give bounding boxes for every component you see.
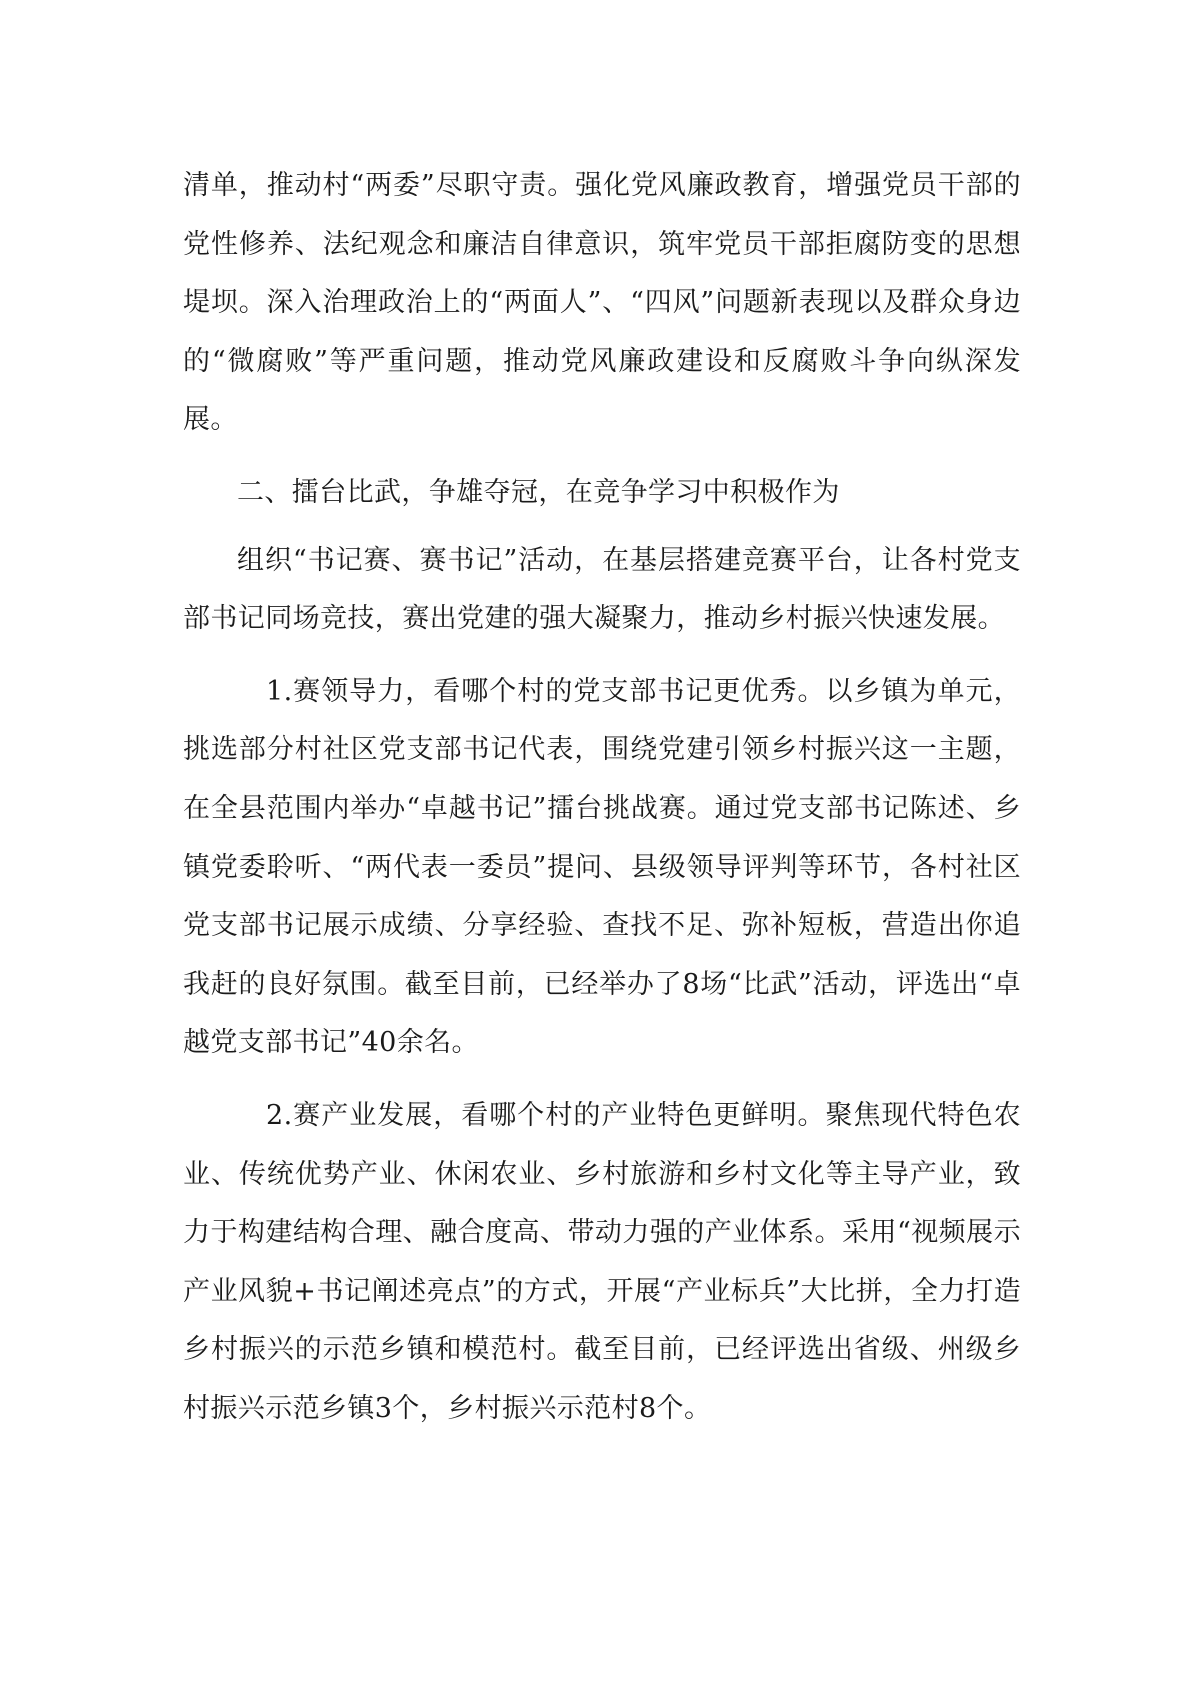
paragraph-continuation: 清单，推动村“两委”尽职守责。强化党风廉政教育，增强党员干部的党性修养、法纪观念和廉洁自律意识，筑牢党员干部拒腐防变的思想堤坝。深入治理政治上的“两面人”、“四风”问题新表现以及群众身边的“微腐败”等严重问题，推动党风廉政建设和反腐败斗争向纵深发展。 xyxy=(183,170,1021,436)
paragraph-item-2: 2.赛产业发展，看哪个村的产业特色更鲜明。聚焦现代特色农业、传统优势产业、休闲农业、乡村旅游和乡村文化等主导产业，致力于构建结构合理、融合度高、带动力强的产业体系。采用“视频展示产业风貌+书记阐述亮点”的方式，开展“产业标兵”大比拼，全力打造乡村振兴的示范乡镇和模范村。截至目前，已经评选出省级、州级乡村振兴示范乡镇3个，乡村振兴示范村8个。 xyxy=(183,1099,1021,1424)
paragraph-item-1: 1.赛领导力，看哪个村的党支部书记更优秀。以乡镇为单元，挑选部分村社区党支部书记代表，围绕党建引领乡村振兴这一主题，在全县范围内举办“卓越书记”擂台挑战赛。通过党支部书记陈述、乡镇党委聆听、“两代表一委员”提问、县级领导评判等环节，各村社区党支部书记展示成绩、分享经验、查找不足、弥补短板，营造出你追我赶的良好氛围。截至目前，已经举办了8场“比武”活动，评选出“卓越党支部书记”40余名。 xyxy=(183,675,1021,1059)
paragraph-intro: 组织“书记赛、赛书记”活动，在基层搭建竞赛平台，让各村党支部书记同场竞技，赛出党建的强大凝聚力，推动乡村振兴快速发展。 xyxy=(183,544,1021,635)
document-body xyxy=(183,157,1021,1438)
section-heading: 二、擂台比武，争雄夺冠，在竞争学习中积极作为 xyxy=(237,476,840,508)
